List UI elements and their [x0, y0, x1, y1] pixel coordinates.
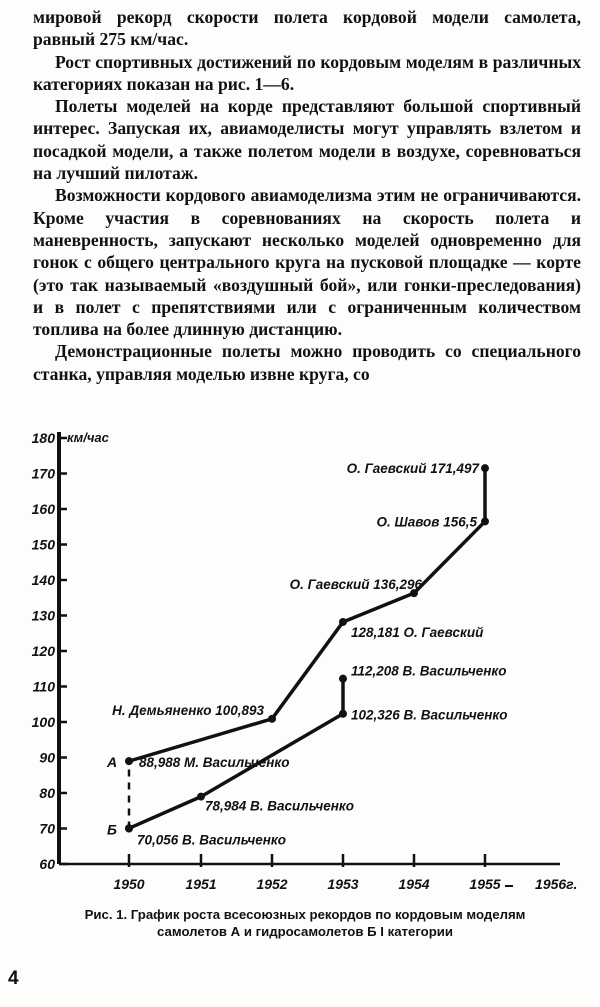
- x-tick-label: 1952: [256, 876, 288, 892]
- point-a: [268, 715, 276, 723]
- y-tick-label: 160: [31, 501, 55, 517]
- y-tick-label: 180: [31, 430, 55, 446]
- y-tick-label: 70: [39, 820, 55, 837]
- data-label: О. Шавов 156,5: [376, 514, 477, 530]
- point-b: [339, 675, 347, 683]
- data-label: О. Гаевский 171,497: [346, 461, 479, 477]
- caption-line: самолетов А и гидросамолетов Б I категории: [157, 923, 453, 939]
- point-b: [197, 793, 205, 801]
- y-tick-label: 90: [39, 749, 55, 766]
- point-a: [481, 517, 489, 525]
- caption-line: Рис. 1. График роста всесоюзных рекордов по кордовым моделям: [84, 907, 526, 922]
- y-tick-label: 150: [31, 536, 55, 553]
- paragraph: Возможности кордового авиамоделизма этим не ограничиваются. Кроме участия в соревнованиях на скорость полета и маневренность, запускают несколько моделей одновременно для гонок с общего центрального круга на пусковой площадке — корте (это так называемый «воздушный бой», или гонки-преследования) и в полет с препятствиями или с ограниченным количеством топлива на более длинную дистанцию.: [33, 185, 581, 340]
- figure-caption: [20, 907, 590, 940]
- data-label: 102,326 В. Васильченко: [351, 707, 508, 723]
- point-b: [339, 710, 347, 718]
- data-label: 70,056 В. Васильченко: [137, 832, 286, 848]
- y-tick-label: 140: [31, 572, 55, 588]
- paragraph: Рост спортивных достижений по кордовым моделям в различных категориях показан на рис. 1—6.: [33, 51, 581, 94]
- x-tick-label: 1955: [469, 876, 501, 892]
- data-label: 88,988 М. Васильченко: [139, 755, 290, 771]
- data-label: 78,984 В. Васильченко: [205, 798, 354, 814]
- point-b: [125, 825, 133, 833]
- x-tick-label: 1950: [113, 876, 145, 892]
- records-chart: [0, 420, 600, 900]
- paragraph: мировой рекорд скорости полета кордовой модели самолета, равный 275 км/час.: [33, 7, 581, 50]
- y-axis-title: км/час: [67, 430, 109, 445]
- y-tick-label: 110: [32, 678, 55, 695]
- page-number: 4: [8, 968, 19, 989]
- body-text: [33, 6, 581, 385]
- data-label: 128,181 О. Гаевский: [351, 624, 484, 640]
- y-tick-label: 170: [31, 465, 55, 482]
- x-tick-label: 1954: [398, 876, 430, 892]
- data-label: 112,208 В. Васильченко: [351, 663, 507, 679]
- y-tick-label: 130: [31, 607, 55, 624]
- data-label: О. Гаевский 136,296: [289, 577, 422, 593]
- y-tick-label: 100: [31, 714, 55, 730]
- point-a: [481, 464, 489, 472]
- y-tick-label: 60: [39, 856, 55, 872]
- y-tick-label: 120: [31, 643, 55, 659]
- series-marker-a: A: [107, 754, 118, 771]
- point-a: [125, 757, 133, 765]
- paragraph: Демонстрационные полеты можно проводить со специального станка, управляя моделью извне круга, со: [33, 341, 581, 384]
- x-tick-label: 1951: [185, 876, 217, 892]
- x-tick-label: 1953: [327, 876, 359, 892]
- paragraph: Полеты моделей на корде представляют большой спортивный интерес. Запуская их, авиамоделисты могут управлять взлетом и посадкой модели, а также полетом модели в воздухе, соревноваться на лучший пилотаж.: [33, 96, 581, 184]
- data-label: Н. Демьяненко 100,893: [112, 702, 264, 718]
- series-marker-b: Б: [107, 821, 117, 838]
- point-a: [339, 618, 347, 626]
- y-tick-label: 80: [39, 785, 55, 801]
- x-tick-label: 1956г.: [535, 876, 578, 892]
